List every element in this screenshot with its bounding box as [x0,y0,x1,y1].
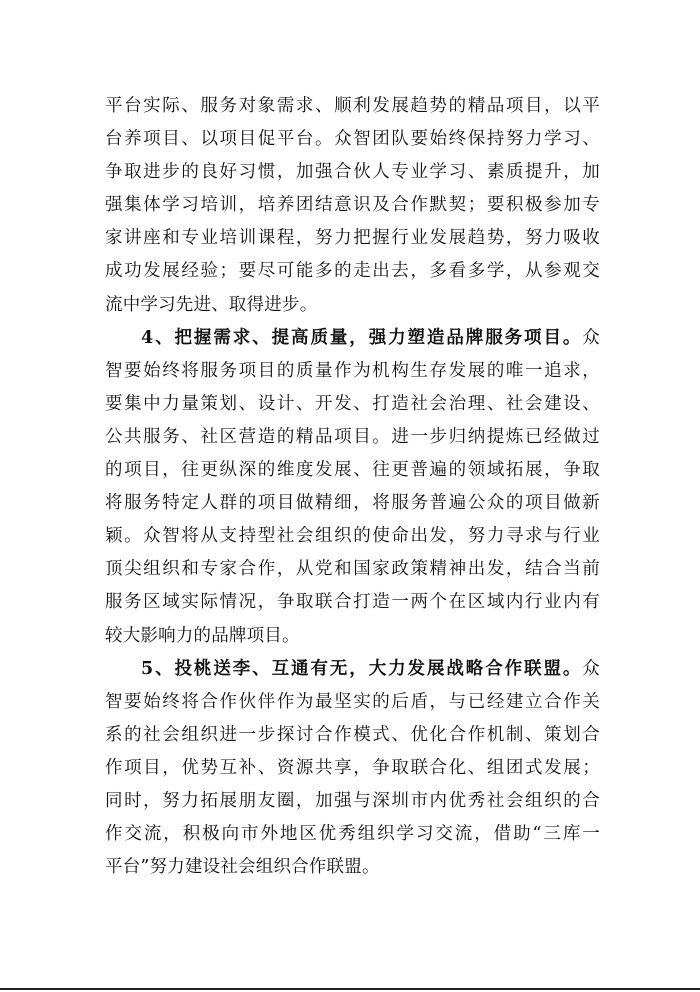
text-line: 系的社会组织进一步探讨合作模式、优化合作机制、策划合 [105,724,600,745]
body-text [105,90,600,884]
section-5-heading: 5、投桃送李、互通有无，大力发展战略合作联盟。 [141,658,583,679]
text-line: 智要始终将合作伙伴作为最坚实的后盾，与已经建立合作关 [105,691,600,712]
text-line: 平台”努力建设社会组织合作联盟。 [105,857,380,878]
page-bottom-border [0,988,700,990]
text-line: 颖。众智将从支持型社会组织的使命出发，努力寻求与行业 [105,526,600,547]
text-line: 作交流，积极向市外地区优秀组织学习交流，借助“三库一 [105,824,600,845]
section-5-first-line [105,653,600,686]
text-line: 争取进步的良好习惯，加强合伙人专业学习、素质提升，加 [105,162,600,183]
text-line: 智要始终将服务项目的质量作为机构生存发展的唯一追求， [105,360,600,381]
text-line: 成功发展经验；要尽可能多的走出去，多看多学，从参观交 [105,261,600,282]
text-line: 强集体学习培训，培养团结意识及合作默契；要积极参加专 [105,195,600,216]
text-line: 服务区域实际情况，争取联合打造一两个在区域内行业内有 [105,592,600,613]
section-4-first-tail: 众 [582,327,600,348]
text-line: 作项目，优势互补、资源共享，争取联合化、组团式发展； [105,757,600,778]
text-line: 流中学习先进、取得进步。 [105,294,318,315]
text-line: 家讲座和专业培训课程，努力把握行业发展趋势，努力吸收 [105,228,600,249]
text-line: 将服务特定人群的项目做精细，将服务普遍公众的项目做新 [105,493,600,514]
text-line: 台养项目、以项目促平台。众智团队要始终保持努力学习、 [105,129,600,150]
text-line: 顶尖组织和专家合作，从党和国家政策精神出发，结合当前 [105,559,600,580]
text-line: 公共服务、社区营造的精品项目。进一步归纳提炼已经做过 [105,426,600,447]
text-line: 较大影响力的品牌项目。 [105,625,300,646]
text-line: 同时，努力拓展朋友圈，加强与深圳市内优秀社会组织的合 [105,790,600,811]
text-line: 平台实际、服务对象需求、顺利发展趋势的精品项目，以平 [105,96,600,116]
section-4-first-line [105,322,600,355]
section-4-heading: 4、把握需求、提高质量，强力塑造品牌服务项目。 [141,327,583,348]
text-line: 的项目，往更纵深的维度发展、往更普遍的领域拓展，争取 [105,460,600,481]
text-line: 要集中力量策划、设计、开发、打造社会治理、社会建设、 [105,393,600,414]
section-5-first-tail: 众 [582,658,600,679]
